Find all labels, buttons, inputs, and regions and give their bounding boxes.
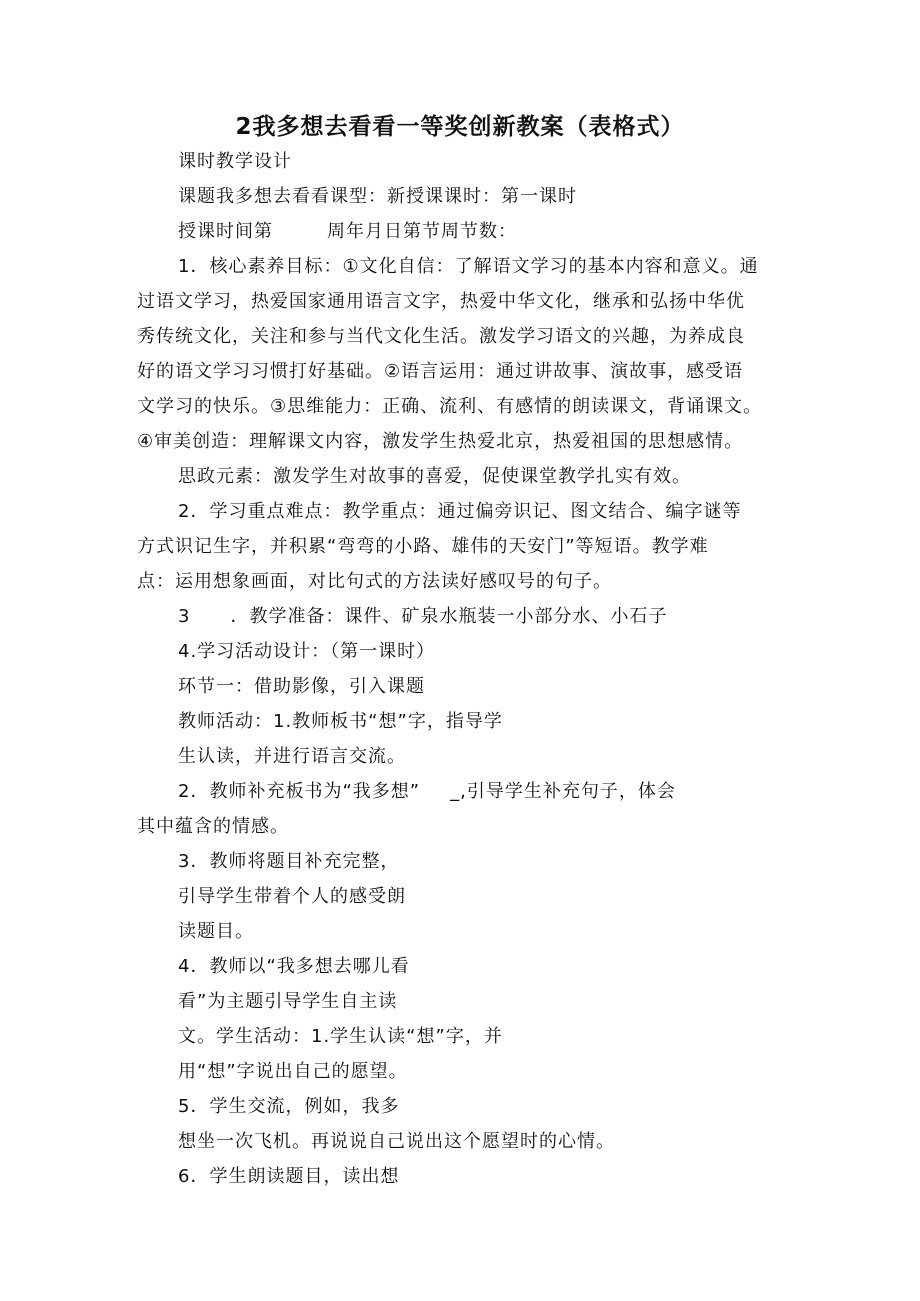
paragraph-line: 看”为主题引导学生自主读 bbox=[178, 991, 398, 1012]
preparation-line bbox=[178, 603, 667, 631]
course-info-line: 课题我多想去看看课型：新授课课时：第一课时 bbox=[178, 186, 577, 207]
paragraph-line: 思政元素：激发学生对故事的喜爱，促使课堂教学扎实有效。 bbox=[178, 466, 691, 487]
blank-fill-line bbox=[178, 778, 676, 806]
blank-fill-prefix: 2．教师补充板书为“我多想” bbox=[178, 781, 421, 802]
paragraph-line: 生认读，并进行语言交流。 bbox=[178, 746, 406, 767]
paragraph-line: ④审美创造：理解课文内容，激发学生热爱北京，热爱祖国的思想感情。 bbox=[137, 431, 744, 452]
paragraph-line: 4．教师以“我多想去哪儿看 bbox=[178, 956, 410, 977]
paragraph-line: 1．核心素养目标：①文化自信：了解语文学习的基本内容和意义。通 bbox=[178, 256, 759, 277]
paragraph-line: 环节一：借助影像，引入课题 bbox=[178, 676, 425, 697]
paragraph-line: 读题目。 bbox=[178, 921, 254, 942]
schedule-fields: 周年月日第节周节数： bbox=[327, 221, 517, 242]
paragraph-line: 5．学生交流，例如，我多 bbox=[178, 1096, 400, 1117]
paragraph-line: 过语文学习，热爱国家通用语言文字，热爱中华文化，继承和弘扬中华优 bbox=[137, 291, 745, 312]
paragraph-line: 4.学习活动设计：（第一课时） bbox=[178, 641, 436, 662]
paragraph-line: 3．教师将题目补充完整， bbox=[178, 851, 400, 872]
paragraph-line: 秀传统文化，关注和参与当代文化生活。激发学习语文的兴趣，为养成良 bbox=[137, 326, 745, 347]
paragraph-line: 方式识记生字，并积累“弯弯的小路、雄伟的天安门”等短语。教学难 bbox=[137, 536, 709, 557]
preparation-text: ．教学准备：课件、矿泉水瓶装一小部分水、小石子 bbox=[230, 606, 668, 627]
paragraph-line: 文学习的快乐。③思维能力：正确、流利、有感情的朗读课文，背诵课文。 bbox=[137, 396, 763, 417]
paragraph-line: 点：运用想象画面，对比句式的方法读好感叹号的句子。 bbox=[137, 571, 612, 592]
paragraph-line: 想坐一次飞机。再说说自己说出这个愿望时的心情。 bbox=[178, 1131, 615, 1152]
paragraph-line: 文。学生活动：1.学生认读“想”字，并 bbox=[178, 1026, 503, 1047]
paragraph-line: 6．学生朗读题目，读出想 bbox=[178, 1166, 400, 1187]
blank-fill-suffix: _,引导学生补充句子，体会 bbox=[450, 781, 676, 802]
paragraph-line: 引导学生带着个人的感受朗 bbox=[178, 886, 406, 907]
paragraph-line: 用“想”字说出自己的愿望。 bbox=[178, 1061, 408, 1082]
schedule-line bbox=[178, 218, 517, 246]
paragraph-line: 2．学习重点难点：教学重点：通过偏旁识记、图文结合、编字谜等 bbox=[178, 501, 742, 522]
paragraph-line: 教师活动：1.教师板书“想”字，指导学 bbox=[178, 711, 503, 732]
section-heading: 课时教学设计 bbox=[178, 151, 292, 172]
document-title: 2我多想去看看一等奖创新教案（表格式） bbox=[235, 114, 685, 140]
schedule-label: 授课时间第 bbox=[178, 221, 273, 242]
paragraph-line: 好的语文学习习惯打好基础。②语言运用：通过讲故事、演故事，感受语 bbox=[137, 361, 744, 382]
item-number: 3 bbox=[178, 606, 191, 627]
paragraph-line: 其中蕴含的情感。 bbox=[137, 816, 289, 837]
